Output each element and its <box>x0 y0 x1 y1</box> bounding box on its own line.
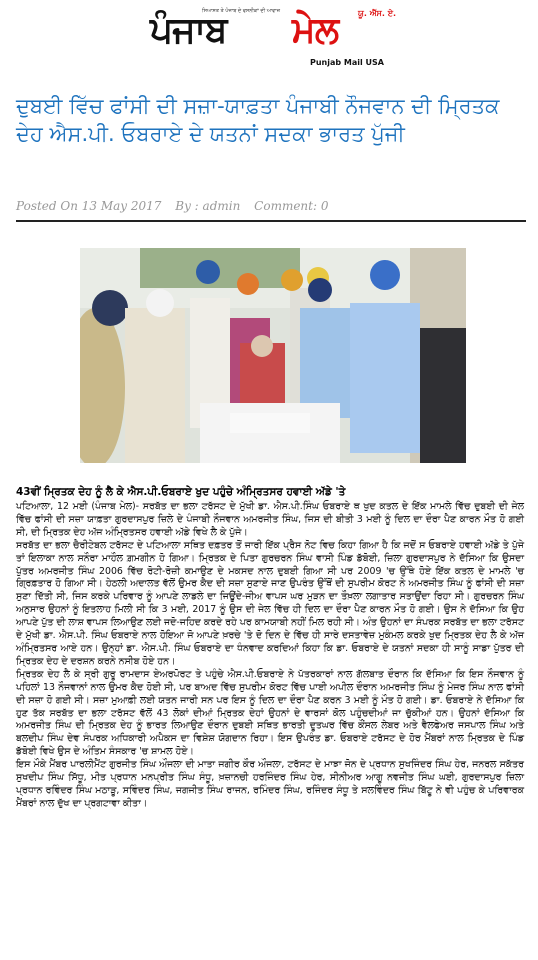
photo-illustration <box>80 248 466 463</box>
comment-count[interactable]: Comment: 0 <box>254 199 329 213</box>
masthead[interactable] <box>150 6 397 70</box>
body-paragraph-1: ਪਟਿਆਲਾ, 12 ਮਈ (ਪੰਜਾਬ ਮੇਲ)- ਸਰਬੱਤ ਦਾ ਭਲਾ ਟਰੱਸਟ ਦੇ ਮੁੱਖੀ ਡਾ. ਐਸ.ਪੀ.ਸਿੰਘ ਓਬਰਾਏ ਥ ਖੁਦ ਕਤਲ ਦੇ ਇੱਕ ਮਾਮਲੇ ਵਿੱਚ ਦੁਬਈ ਦੀ ਜੇਲ ਵਿੱਚ ਫਾਂਸੀ ਦੀ ਸਜ਼ਾ ਯਾਫ਼ਤਾ ਗੁਰਦਾਸਪੁਰ ਜ਼ਿਲੇ ਦੇ ਪੰਜਾਬੀ ਨੌਜਵਾਨ ਅਮਰਜੀਤ ਸਿੰਘ, ਜਿਸ ਦੀ ਬੀਤੀ 3 ਮਈ ਨੂੰ ਦਿਲ ਦਾ ਦੌਰਾ ਪੈਣ ਕਾਰਨ ਮੌਤ ਹੋ ਗਈ ਸੀ, ਦੀ ਮ੍ਰਿਤਕ ਦੇਹ ਅੱਜ ਅੰਮ੍ਰਿਤਸਰ ਹਵਾਈ ਅੱਡੇ ਵਿਖੇ ਲੈ ਕੇ ਪੁੱਜੇ। <box>16 501 524 538</box>
body-paragraph-2: ਸਰਬੱਤ ਦਾ ਭਲਾ ਚੈਰੀਟੇਬਲ ਟਰੱਸਟ ਦੇ ਪਟਿਆਲਾ ਸਥਿਤ ਦਫ਼ਤਰ ਤੋਂ ਜਾਰੀ ਇੱਕ ਪ੍ਰੈਸ ਨੋਟ ਵਿਚ ਕਿਹਾ ਗਿਆ ਹੈ ਕਿ ਜਦੋਂ ਸ ਓਬਰਾਏ ਹਵਾਈ ਅੱਡੇ ਤੇ ਪੁੱਜੇ ਤਾਂ ਇਲਾਕਾ ਨਾਲ ਸਨੌਰਾ ਮਾਹੌਲ ਗ਼ਮਗੀਨ ਹੋ ਗਿਆ। ਮ੍ਰਿਤਕ ਦੇ ਪਿਤਾ ਗੁਰਚਰਨ ਸਿੰਘ ਵਾਸੀ ਪਿੰਡ ਡੱਬੋਈ, ਜ਼ਿਲਾ ਗੁਰਦਾਸਪੁਰ ਨੇ ਦੱਸਿਆ ਕਿ ਉਸਦਾ ਪੁੱਤਰ ਅਮਰਜੀਤ ਸਿੰਘ 2006 ਵਿੱਚ ਰੋਟੀ-ਰੋਜ਼ੀ ਕਮਾਉਣ ਦੇ ਮਕਸਦ ਨਾਲ ਦੁਬਈ ਗਿਆ ਸੀ ਪਰ 2009 'ਚ ਉੱਥੇ ਹੋਏ ਇੱਕ ਕਤਲ ਦੇ ਮਾਮਲੇ 'ਚ ਗ੍ਰਿਫ਼ਤਾਰ ਹੋ ਗਿਆ ਸੀ। ਹੇਠਲੀ ਅਦਾਲਤ ਵੱਲੋਂ ਉਮਰ ਕੈਦ ਦੀ ਸਜ਼ਾ ਸੁਣਾਏ ਜਾਣ ਉਪਰੰਤ ਉੱਥੋਂ ਦੀ ਸੁਪਰੀਮ ਕੋਰਟ ਨੇ ਅਮਰਜੀਤ ਸਿੰਘ ਨੂੰ ਫਾਂਸੀ ਦੀ ਸਜ਼ਾ ਸੁਣਾ ਦਿੱਤੀ ਸੀ, ਜਿਸ ਕਰਕੇ ਪਰਿਵਾਰ ਨੂੰ ਆਪਣੇ ਲਾਡਲੇ ਦਾ ਜਿਊਂਦੇ-ਜੀਅ ਵਾਪਸ ਘਰ ਮੁੜਨ ਦਾ ਤੌਖ਼ਲਾ ਲਗਾਤਾਰ ਸਤਾਉਂਦਾ ਰਿਹਾ ਸੀ। ਗੁਰਚਰਨ ਸਿੰਘ ਅਨੁਸਾਰ ਉਹਨਾਂ ਨੂੰ ਇਤਲਾਹ ਮਿਲੀ ਸੀ ਕਿ 3 ਮਈ, 2017 ਨੂੰ ਉਸ ਦੀ ਜੇਲ ਵਿੱਚ ਹੀ ਦਿਲ ਦਾ ਦੌਰਾ ਪੈਣ ਕਾਰਨ ਮੌਤ ਹੋ ਗਈ। ਉਸ ਨੇ ਦੱਸਿਆ ਕਿ ਉਹ ਆਪਣੇ ਪੁੱਤ ਦੀ ਲਾਸ਼ ਵਾਪਸ ਲਿਆਉਣ ਲਈ ਜਦੋ-ਜਹਿਦ ਕਰਦੇ ਰਹੇ ਪਰ ਕਾਮਯਾਬੀ ਨਹੀਂ ਮਿਲ ਰਹੀ ਸੀ। ਅੰਤ ਉਹਨਾਂ ਦਾ ਸੰਪਰਕ ਸਰਬੱਤ ਦਾ ਭਲਾ ਟਰੱਸਟ ਦੇ ਮੁੱਖੀ ਡਾ. ਐਸ.ਪੀ. ਸਿੰਘ ਓਬਰਾਏ ਨਾਲ ਹੋਇਆ ਜੋ ਆਪਣੇ ਖ਼ਰਚੇ 'ਤੇ ਦੋ ਦਿਨ ਦੇ ਵਿੱਚ ਹੀ ਸਾਰੇ ਦਸਤਾਵੇਜ਼ ਮੁਕੰਮਲ ਕਰਕੇ ਖੁਦ ਮ੍ਰਿਤਕ ਦੇਹ ਲੈ ਕੇ ਅੱਜ ਅੰਮ੍ਰਿਤਸਰ ਆਏ ਹਨ। ਉਨ੍ਹਾਂ ਡਾ. ਐਸ.ਪੀ. ਸਿੰਘ ਓਬਰਾਏ ਦਾ ਧੰਨਵਾਦ ਕਰਦਿਆਂ ਕਿਹਾ ਕਿ ਡਾ. ਓਬਰਾਏ ਦੇ ਯਤਨਾਂ ਸਦਕਾ ਹੀ ਸਾਨੂੰ ਸਾਡਾ ਪੁੱਤਰ ਦੀ ਮ੍ਰਿਤਕ ਦੇਹ ਦੇ ਦਰਸ਼ਨ ਕਰਨੇ ਨਸੀਬ ਹੋਏ ਹਨ। <box>16 539 525 667</box>
article-photo <box>80 248 466 463</box>
article-meta <box>16 199 338 213</box>
divider <box>16 220 526 222</box>
masthead-name-left: ਪੰਜਾਬ <box>150 10 227 51</box>
body-paragraph-3: ਮ੍ਰਿਤਕ ਦੇਹ ਲੈ ਕੇ ਸ੍ਰੀ ਗੁਰੂ ਰਾਮਦਾਸ ਏਅਰਪੋਰਟ ਤੇ ਪਹੁੰਚੇ ਐਸ.ਪੀ.ਓਬਰਾਏ ਨੇ ਪੱਤਰਕਾਰਾਂ ਨਾਲ ਗੱਲਬਾਤ ਦੌਰਾਨ ਕਿ ਦੱਸਿਆ ਕਿ ਇਸ ਨੌਜਵਾਨ ਨੂੰ ਪਹਿਲਾਂ 13 ਨੌਜਵਾਨਾਂ ਨਾਲ ਉਮਰ ਕੈਦ ਹੋਈ ਸੀ, ਪਰ ਬਾਅਦ ਵਿੱਚ ਸੁਪਰੀਮ ਕੋਰਟ ਵਿੱਚ ਪਾਈ ਅਪੀਲ ਦੌਰਾਨ ਅਮਰਜੀਤ ਸਿੰਘ ਨੂੰ ਮੇਜਰ ਸਿੰਘ ਨਾਲ ਫਾਂਸੀ ਦੀ ਸਜ਼ਾ ਹੋ ਗਈ ਸੀ। ਸਜ਼ਾ ਮੁਆਫ਼ੀ ਲਈ ਯਤਨ ਜਾਰੀ ਸਨ ਪਰ ਇਸ ਨੂੰ ਦਿਲ ਦਾ ਦੌਰਾ ਪੈਣ ਕਰਨ 3 ਮਈ ਨੂੰ ਮੌਤ ਹੋ ਗਈ। ਡਾ. ਓਬਰਾਏ ਨੇ ਦੱਸਿਆ ਕਿ ਹੁਣ ਤੱਕ ਸਰਬੱਤ ਦਾ ਭਲਾ ਟਰੱਸਟ ਵੱਲੋਂ 43 ਲੋਕਾਂ ਦੀਆਂ ਮ੍ਰਿਤਕ ਦੇਹਾਂ ਉਹਨਾਂ ਦੇ ਵਾਰਸਾਂ ਕੋਲ ਪਹੁੰਚਦੀਆਂ ਜਾ ਚੁੱਕੀਆਂ ਹਨ। ਉਹਨਾਂ ਦੱਸਿਆ ਕਿ ਅਮਰਜੀਤ ਸਿੰਘ ਦੀ ਮ੍ਰਿਤਕ ਦੇਹ ਨੂੰ ਭਾਰਤ ਲਿਆਉਣ ਦੌਰਾਨ ਦੁਬਈ ਸਥਿਤ ਭਾਰਤੀ ਦੂਤਘਰ ਵਿੱਚ ਕੌਂਸਲ ਲੇਬਰ ਅਤੇ ਵੈਲਫੇਅਰ ਜਸਪਾਲ ਸਿੰਘ ਅਤੇ ਬਲਦੀਪ ਸਿੰਘ ਦੇਵ ਸੰਪਰਕ ਅਧਿਕਾਰੀ ਅਪੈਕਸ ਦਾ ਵਿਸ਼ੇਸ਼ ਯੋਗਦਾਨ ਰਿਹਾ। ਇਸ ਉਪਰੰਤ ਡਾ. ਓਬਰਾਏ ਟਰੱਸਟ ਦੇ ਹੋਰ ਮੈਂਬਰਾਂ ਨਾਲ ਮ੍ਰਿਤਕ ਦੇ ਪਿੰਡ ਡੱਬੋਈ ਵਿਖੇ ਉਸ ਦੇ ਅੰਤਿਮ ਸੰਸਕਾਰ 'ਚ ਸ਼ਾਮਲ ਹੋਏ। <box>16 668 524 758</box>
masthead-name-right: ਮੇਲ <box>292 10 339 51</box>
body-paragraph-4: ਇਸ ਮੌਕੇ ਮੈਂਬਰ ਪਾਰਲੀਮੈਂਟ ਗੁਰਜੀਤ ਸਿੰਘ ਔਜਲਾ ਦੀ ਮਾਤਾ ਜਗੀਰ ਕੌਰ ਔਜਲਾ, ਟਰੱਸਟ ਦੇ ਮਾਝਾ ਜੋਨ ਦੇ ਪ੍ਰਧਾਨ ਸੁਖਜਿੰਦਰ ਸਿੰਘ ਹੇਰ, ਜਨਰਲ ਸਕੱਤਰ ਸੁਖਦੀਪ ਸਿੰਘ ਸਿੱਧੂ, ਮੀਤ ਪ੍ਰਧਾਨ ਮਨਪ੍ਰੀਤ ਸਿੰਘ ਸੰਧੂ, ਖ਼ਜ਼ਾਨਚੀ ਹਰਜਿੰਦਰ ਸਿੰਘ ਹੇਰ, ਸੀਨੀਅਰ ਆਗੂ ਨਵਜੀਤ ਸਿੰਘ ਘਈ, ਗੁਰਦਾਸਪੁਰ ਜ਼ਿਲਾ ਪ੍ਰਧਾਨ ਰਵਿੰਦਰ ਸਿੰਘ ਮਠਾੜੂ, ਸਵਿੰਦਰ ਸਿੰਘ, ਜਗਜੀਤ ਸਿੰਘ ਰਾਜਨ, ਰਮਿੰਦਰ ਸਿੰਘ, ਰਜਿੰਦਰ ਸੰਧੂ ਤੇ ਸਲਵਿੰਦਰ ਸਿੰਘ ਬਿੱਟੂ ਨੇ ਵੀ ਪਹੁੰਚ ਕੇ ਪਰਿਵਾਰਕ ਮੈਂਬਰਾਂ ਨਾਲ ਦੁੱਖ ਦਾ ਪ੍ਰਗਟਾਵਾ ਕੀਤਾ। <box>16 759 524 809</box>
masthead-tagline: ਸਿਆਸਤ ਤੇ ਪੰਜਾਬ ਦੇ ਵਸਨੀਕਾਂ ਦੀ ਆਵਾਜ਼ <box>202 8 280 14</box>
article-body <box>16 501 524 811</box>
author-link[interactable]: By : admin <box>175 199 241 213</box>
posted-date: Posted On 13 May 2017 <box>16 199 162 213</box>
photo-caption: 43ਵੀਂ ਮ੍ਰਿਤਕ ਦੇਹ ਨੂੰ ਲੈ ਕੇ ਐਸ.ਪੀ.ਓਬਰਾਏ ਖੁਦ ਪਹੁੰਚੇ ਅੰਮ੍ਰਿਤਸਰ ਹਵਾਈ ਅੱਡੇ 'ਤੇ <box>16 486 346 498</box>
article-title: ਦੁਬਈ ਵਿੱਚ ਫਾਂਸੀ ਦੀ ਸਜ਼ਾ-ਯਾਫ਼ਤਾ ਪੰਜਾਬੀ ਨੌਜਵਾਨ ਦੀ ਮ੍ਰਿਤਕ ਦੇਹ ਐਸ.ਪੀ. ਓਬਰਾਏ ਦੇ ਯਤਨਾਂ ਸਦਕਾ ਭਾਰਤ ਪੁੱਜੀ <box>16 94 500 146</box>
masthead-subtitle: Punjab Mail USA <box>310 58 384 67</box>
masthead-country: ਯੂ. ਐੱਸ. ਏ. <box>358 9 397 18</box>
